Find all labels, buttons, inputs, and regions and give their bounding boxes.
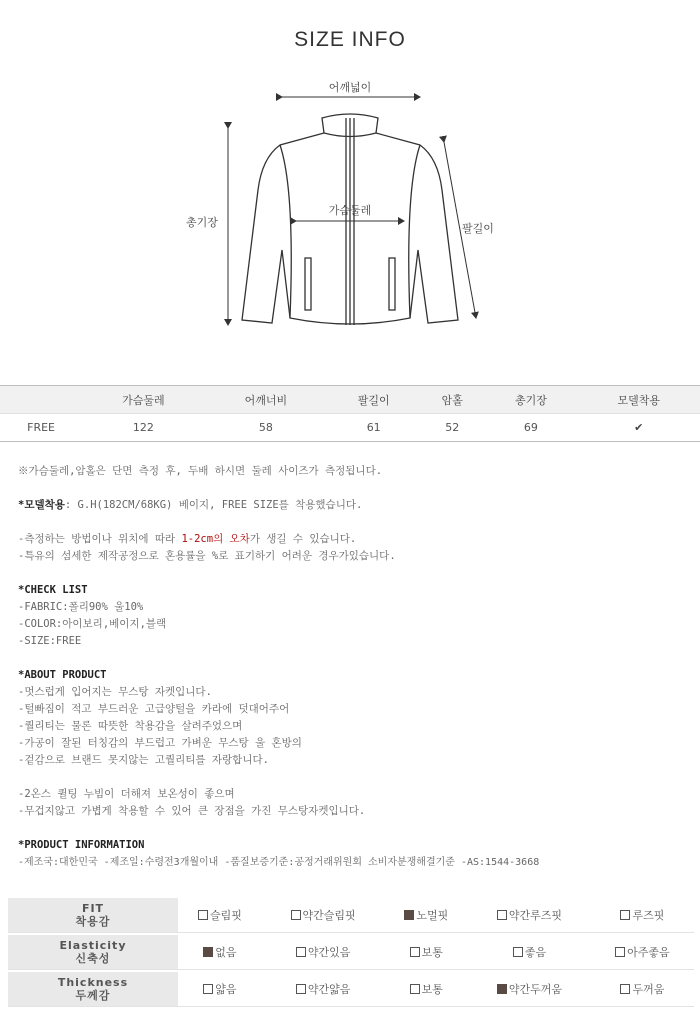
length-label: 총기장 [186, 216, 218, 229]
blend-note: -특유의 섬세한 제작공정으로 혼용률을 %로 표기하기 어려운 경우가있습니다. [18, 550, 396, 562]
fit-option: 두꺼움 [591, 972, 694, 1007]
list-item: -털빠짐이 적고 부드러운 고급양털을 카라에 덧대어주어 [18, 703, 290, 715]
list-item: -가공이 잘된 터칭감의 부드럽고 가벼운 무스탕 울 혼방의 [18, 737, 302, 749]
list-item: -무겁지않고 가볍게 착용할 수 있어 큰 장점을 가진 무스탕자켓입니다. [18, 805, 366, 817]
fit-row: FIT 착용감 슬림핏 약간슬림핏 노멀핏 약간루즈핏 루즈핏 [8, 898, 694, 933]
checkbox-checked-icon [404, 910, 414, 920]
fit-option: 약간있음 [262, 935, 385, 970]
size-table-row: FREE 122 58 61 52 69 ✔ [0, 414, 700, 442]
fit-option: 루즈핏 [591, 898, 694, 933]
check-icon: ✔ [578, 414, 700, 442]
list-item: -2온스 퀼팅 누빔이 더해져 보온성이 좋으며 [18, 788, 235, 800]
checkbox-icon [620, 984, 630, 994]
fit-option: 약간두꺼움 [468, 972, 591, 1007]
product-info: -제조국:대한민국 -제조일:수령전3개월이내 -품질보증기준:공정거래위원회 소비자분쟁해결기준 -AS:1544-3668 [18, 857, 540, 868]
checkbox-icon [620, 910, 630, 920]
fit-table [8, 896, 694, 1009]
fit-option: 보통 [384, 935, 468, 970]
fit-option: 약간얇음 [262, 972, 385, 1007]
elasticity-row: Elasticity 신축성 없음 약간있음 보통 좋음 아주좋음 [8, 935, 694, 970]
error-note: -측정하는 방법이나 위치에 따라 1-2cm의 오차가 생길 수 있습니다. [18, 533, 357, 545]
checkbox-icon [296, 947, 306, 957]
list-item: -겉감으로 브랜드 못지않는 고퀄리티를 자랑합니다. [18, 754, 269, 766]
list-item: -퀄리티는 물론 따뜻한 착용감을 살려주었으며 [18, 720, 243, 732]
list-item: -멋스럽게 입어지는 무스탕 자켓입니다. [18, 686, 212, 698]
jacket-outline [242, 114, 458, 325]
sleeve-label: 팔길이 [462, 222, 494, 235]
checkbox-checked-icon [203, 947, 213, 957]
checkbox-icon [198, 910, 208, 920]
fit-option: 약간슬림핏 [262, 898, 385, 933]
fit-option: 얇음 [178, 972, 262, 1007]
checkbox-icon [410, 984, 420, 994]
checkbox-icon [615, 947, 625, 957]
size-table-header: 가슴둘레 어깨너비 팔길이 암홀 총기장 모델착용 [0, 386, 700, 414]
checkbox-icon [513, 947, 523, 957]
check-list-heading: *CHECK LIST [18, 584, 88, 596]
chest-label: 가슴둘레 [328, 204, 372, 217]
thickness-row: Thickness 두께감 얇음 약간얇음 보통 약간두꺼움 두꺼움 [8, 972, 694, 1007]
shoulder-label: 어깨넓이 [328, 81, 372, 94]
fit-option: 좋음 [468, 935, 591, 970]
fit-option: 아주좋음 [591, 935, 694, 970]
model-note: *모델착용: G.H(182CM/68KG) 베이지, FREE SIZE를 착용했습니다. [18, 499, 363, 511]
checkbox-checked-icon [497, 984, 507, 994]
checkbox-icon [203, 984, 213, 994]
list-item: -COLOR:아이보리,베이지,블랙 [18, 618, 167, 630]
fit-option: 노멀핏 [384, 898, 468, 933]
list-item: -SIZE:FREE [18, 635, 82, 647]
product-info-heading: *PRODUCT INFORMATION [18, 839, 145, 851]
product-notes [18, 463, 688, 871]
size-table [0, 385, 700, 442]
fit-option: 약간루즈핏 [468, 898, 591, 933]
checkbox-icon [410, 947, 420, 957]
fit-option: 없음 [178, 935, 262, 970]
fit-option: 보통 [384, 972, 468, 1007]
about-heading: *ABOUT PRODUCT [18, 669, 107, 681]
checkbox-icon [497, 910, 507, 920]
measure-note: ※가슴둘레,암홀은 단면 측정 후, 두배 하시면 둘레 사이즈가 측정됩니다. [18, 465, 383, 477]
list-item: -FABRIC:폴리90% 울10% [18, 601, 144, 613]
page-title: SIZE INFO [294, 28, 406, 51]
checkbox-icon [296, 984, 306, 994]
fit-option: 슬림핏 [178, 898, 262, 933]
jacket-diagram [0, 70, 700, 370]
checkbox-icon [291, 910, 301, 920]
